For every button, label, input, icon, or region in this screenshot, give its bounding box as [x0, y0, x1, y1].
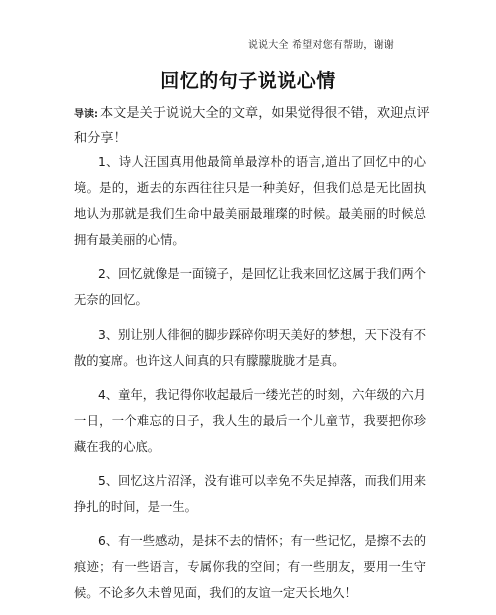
document-title: 回忆的句子说说心情: [160, 70, 336, 92]
paragraph: 6、有一些感动，是抹不去的情怀；有一些记忆，是擦不去的痕迹；有一些语言，专属你我的空间；有一些朋友，要用一生守候。不论多久未曾见面，我们的友谊一定天长地久！: [74, 534, 426, 601]
intro-block: [74, 102, 430, 151]
paragraph: 3、别让别人徘徊的脚步踩碎你明天美好的梦想，天下没有不散的宴席。也许这人间真的只有朦朦胧胧才是真。: [74, 327, 426, 368]
paragraph: 5、回忆这片沼泽，没有谁可以幸免不失足掉落，而我们用来挣扎的时间，是一生。: [74, 474, 426, 515]
paragraph: 1、诗人汪国真用他最简单最淳朴的语言,道出了回忆中的心境。是的，逝去的东西往往只是一种美好，但我们总是无比固执地认为那就是我们生命中最美丽最璀璨的时候。最美丽的时候总拥有最美丽的心情。: [74, 155, 426, 248]
paragraph: 2、回忆就像是一面镜子，是回忆让我来回忆这属于我们两个无奈的回忆。: [74, 267, 426, 308]
header-note: 说说大全 希望对您有帮助，谢谢: [247, 40, 394, 51]
intro-label: 导读:: [74, 109, 98, 120]
article-body: [74, 149, 426, 615]
intro-text: 本文是关于说说大全的文章，如果觉得很不错，欢迎点评和分享！: [74, 106, 430, 146]
paragraph: 4、童年，我记得你收起最后一缕光芒的时刻，六年级的六月一日，一个难忘的日子，我人生的最后一个儿童节，我要把你珍藏在我的心底。: [74, 387, 426, 454]
